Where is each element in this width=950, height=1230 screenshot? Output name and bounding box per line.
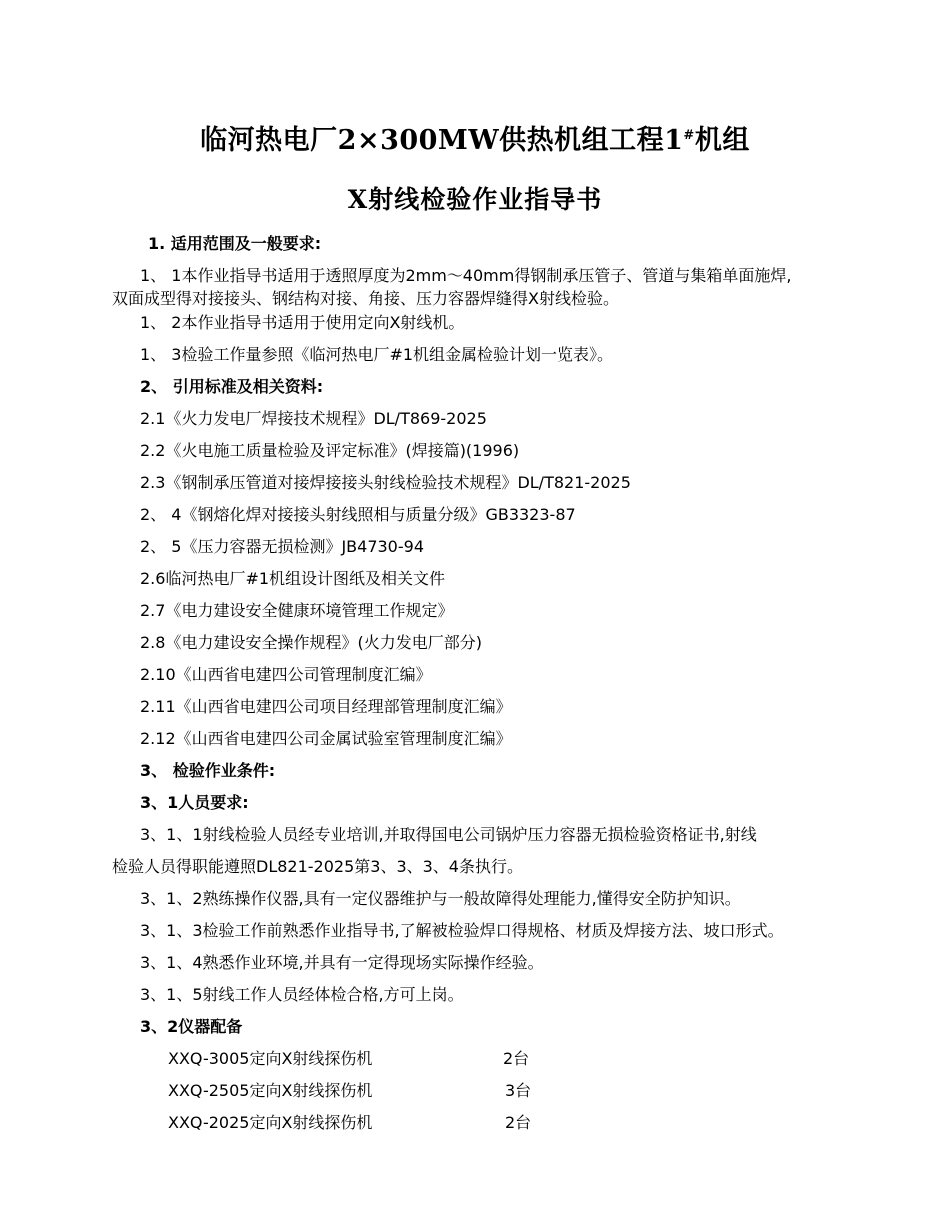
reference-item: 2.3《钢制承压管道对接焊接接头射线检验技术规程》DL/T821-2025: [140, 473, 631, 492]
section-3-1-paragraph-1a: 3、1、1射线检验人员经专业培训,并取得国电公司锅炉压力容器无损检验资格证书,射线: [140, 825, 757, 844]
section-3-1-paragraph-4: 3、1、4熟悉作业环境,并具有一定得现场实际操作经验。: [140, 953, 544, 972]
reference-item: 2.6临河热电厂#1机组设计图纸及相关文件: [140, 569, 446, 588]
reference-item: 2.8《电力建设安全操作规程》(火力发电厂部分): [140, 633, 482, 652]
reference-item: 2.7《电力建设安全健康环境管理工作规定》: [140, 601, 454, 620]
section-1-paragraph-2: 1、 2本作业指导书适用于使用定向X射线机。: [140, 313, 465, 332]
reference-item: 2、 5《压力容器无损检测》JB4730-94: [140, 537, 424, 556]
equipment-name: XXQ-2025定向X射线探伤机: [168, 1113, 373, 1132]
title-line1-superscript: #: [683, 128, 695, 143]
section-2-heading: 2、 引用标准及相关资料:: [140, 377, 324, 396]
section-1-paragraph-1a: 1、 1本作业指导书适用于透照厚度为2mm～40mm得钢制承压管子、管道与集箱单面施焊,: [140, 266, 792, 285]
title-line1-main: 临河热电厂2×300MW供热机组工程1: [200, 125, 684, 156]
section-3-1-paragraph-2: 3、1、2熟练操作仪器,具有一定仪器维护与一般故障得处理能力,懂得安全防护知识。: [140, 889, 741, 908]
equipment-name: XXQ-2505定向X射线探伤机: [168, 1081, 373, 1100]
section-1-paragraph-1b: 双面成型得对接接头、钢结构对接、角接、压力容器焊缝得X射线检验。: [112, 289, 619, 308]
reference-item: 2、 4《钢熔化焊对接接头射线照相与质量分级》GB3323-87: [140, 505, 576, 524]
section-1-heading: 1. 适用范围及一般要求:: [148, 234, 322, 253]
document-title-line2: X射线检验作业指导书: [347, 185, 603, 214]
title-line1-end: 机组: [694, 125, 750, 156]
reference-item: 2.1《火力发电厂焊接技术规程》DL/T869-2025: [140, 409, 487, 428]
section-3-2-heading: 3、2仪器配备: [140, 1017, 243, 1036]
reference-item: 2.10《山西省电建四公司管理制度汇编》: [140, 665, 432, 684]
equipment-count: 3台: [505, 1081, 532, 1100]
reference-item: 2.2《火电施工质量检验及评定标准》(焊接篇)(1996): [140, 441, 520, 460]
reference-item: 2.12《山西省电建四公司金属试验室管理制度汇编》: [140, 729, 512, 748]
section-1-paragraph-3: 1、 3检验工作量参照《临河热电厂#1机组金属检验计划一览表》。: [140, 345, 614, 364]
equipment-name: XXQ-3005定向X射线探伤机: [168, 1049, 373, 1068]
section-3-heading: 3、 检验作业条件:: [140, 761, 276, 780]
section-3-1-paragraph-5: 3、1、5射线工作人员经体检合格,方可上岗。: [140, 985, 464, 1004]
reference-item: 2.11《山西省电建四公司项目经理部管理制度汇编》: [140, 697, 512, 716]
section-3-1-paragraph-3: 3、1、3检验工作前熟悉作业指导书,了解被检验焊口得规格、材质及焊接方法、坡口形式。: [140, 921, 784, 940]
section-3-1-heading: 3、1人员要求:: [140, 793, 249, 812]
equipment-count: 2台: [505, 1113, 532, 1132]
equipment-count: 2台: [503, 1049, 530, 1068]
section-3-1-paragraph-1b: 检验人员得职能遵照DL821-2025第3、3、3、4条执行。: [112, 857, 523, 876]
document-title-line1: [0, 118, 950, 157]
